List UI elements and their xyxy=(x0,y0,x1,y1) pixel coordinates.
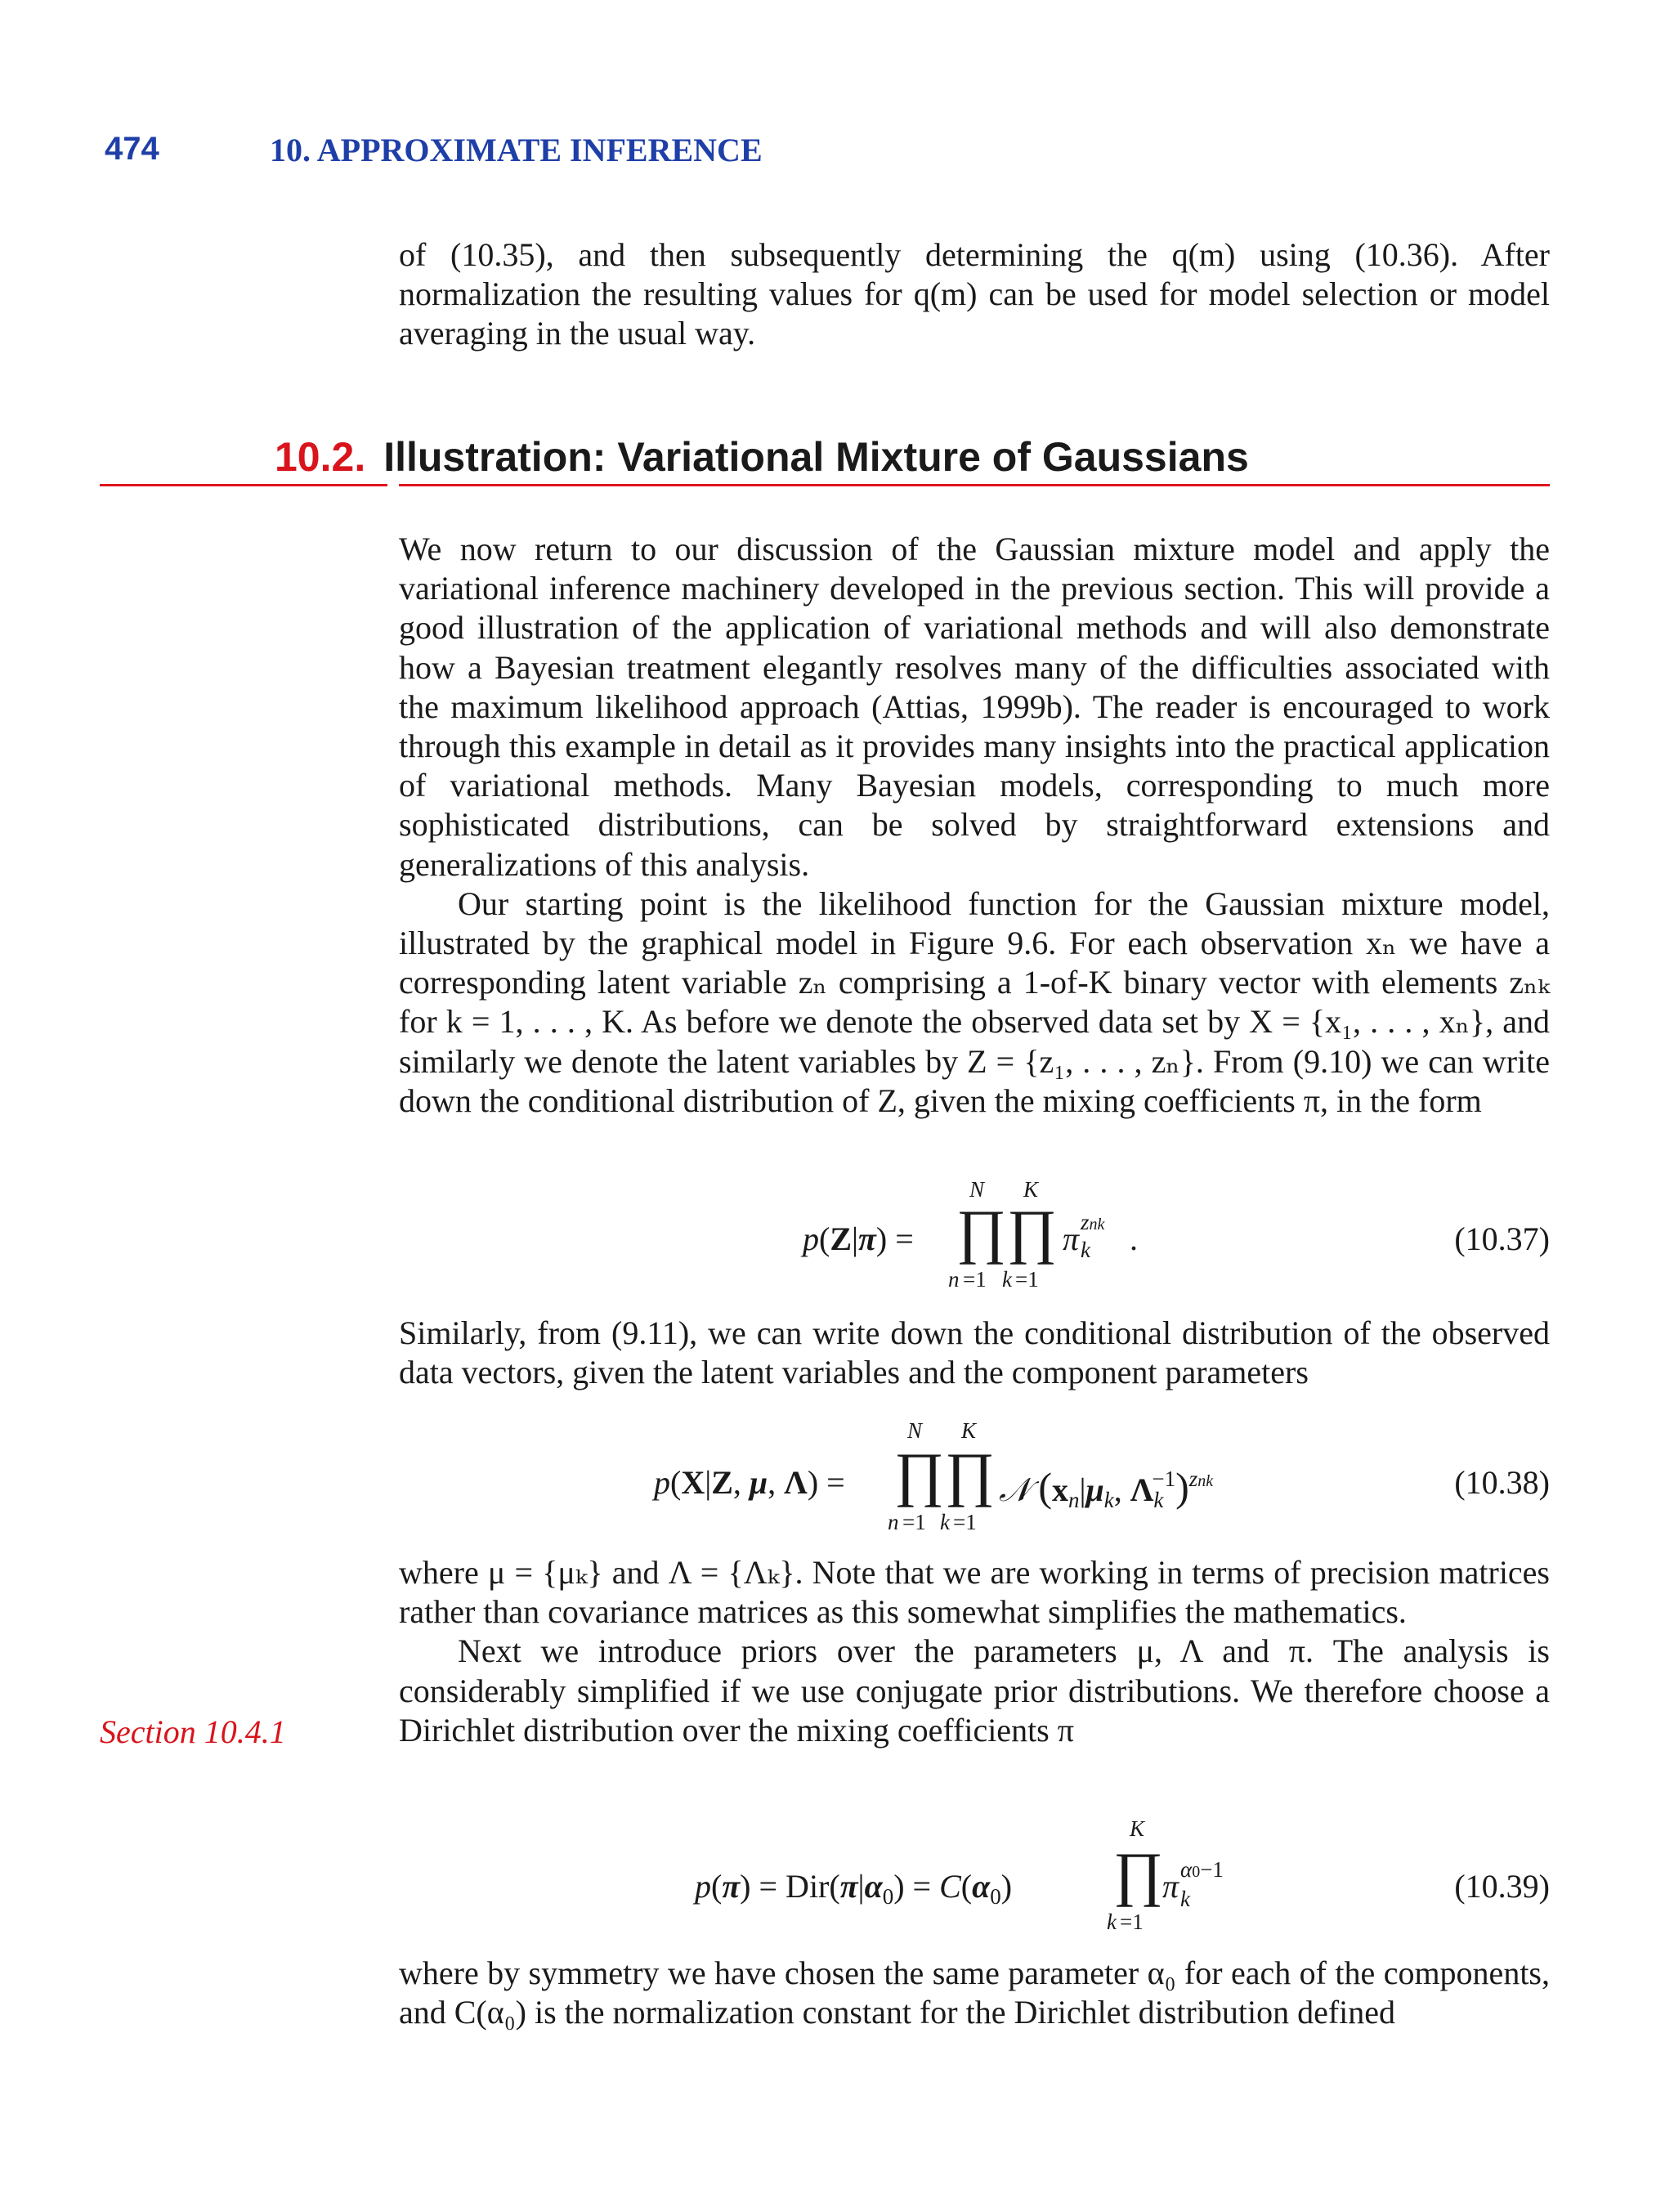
section-title: Illustration: Variational Mixture of Gaussians xyxy=(383,434,1249,480)
paragraph-1: We now return to our discussion of the Gaussian mixture model and apply the variational inference machinery developed in the previous section. This will provide a good illustration of the application of variational methods and will also demonstrate how a Bayesian treatment elegantly resolves many of the difficulties associated with the maximum likelihood approach (Attias, 1999b). The reader is encouraged to work through this example in detail as it provides many insights into the practical application of variational methods. Many Bayesian models, corresponding to much more sophisticated distributions, can be solved by straightforward extensions and generalizations of this analysis. xyxy=(399,531,1550,883)
chapter-title: 10. APPROXIMATE INFERENCE xyxy=(270,132,763,168)
paragraph-6: where by symmetry we have chosen the same parameter α₀ for each of the components, and C(α₀) is the normalization constant for the Dirichlet distribution defined xyxy=(399,1955,1550,2031)
equation-10-38: p(X|Z, μ, Λ) = N K ∏ ∏ n =1 k =1 𝒩 ($x_n|\mu_k$, $\Lambda_k^{-1})^{znk}$ (10.38) xyxy=(654,1418,1550,1534)
paragraph-3: Similarly, from (9.11), we can write down the conditional distribution of the observed data vectors, given the latent variables and the component parameters xyxy=(399,1314,1550,1391)
equation-number: (10.38) xyxy=(1454,1464,1550,1501)
paragraph-block-1 xyxy=(399,530,1550,1121)
paragraph-5: Next we introduce priors over the parameters μ, Λ and π. The analysis is considerably simplified if we use conjugate prior distributions. We therefore choose a Dirichlet distribution over the mixing coefficients π xyxy=(399,1632,1550,1749)
equation-number: (10.39) xyxy=(1454,1868,1550,1905)
paragraph-block-4 xyxy=(399,1553,1550,1750)
section-number: 10.2. xyxy=(275,434,366,480)
paragraph-2: Our starting point is the likelihood function for the Gaussian mixture model, illustrated by the graphical model in Figure 9.6. For each observation xₙ we have a corresponding latent variable zₙ comprising a 1-of-K binary vector with elements zₙₖ for k = 1, . . . , K. As before we denote the observed data set by X = {x₁, . . . , xₙ}, and similarly we denote the latent variables by Z = {z₁, . . . , zₙ}. From (9.10) we can write down the conditional distribution of Z, given the mixing coefficients π, in the form xyxy=(399,884,1550,1119)
paragraph-4: where μ = {μₖ} and Λ = {Λₖ}. Note that we are working in terms of precision matrices rather than covariance matrices as this somewhat simplifies the mathematics. xyxy=(399,1554,1550,1631)
intro-paragraph-block xyxy=(399,235,1550,354)
page-number: 474 xyxy=(105,131,159,167)
equation-number: (10.37) xyxy=(1454,1220,1550,1257)
equation-10-39: $p(\pi) = Dir(\pi|\alpha_0) = C(\alpha_0)$ K ∏ k =1 π k α0−1 (10.39) xyxy=(695,1816,1550,1934)
section-heading xyxy=(275,433,1249,481)
section-rule-left xyxy=(100,484,387,486)
section-rule-right xyxy=(399,484,1550,486)
equation-10-37: p(Z|π) = N K ∏ ∏ n =1 k =1 π k znk . (10.37) xyxy=(803,1177,1550,1292)
margin-section-reference[interactable]: Section 10.4.1 xyxy=(100,1713,286,1750)
paragraph-block-3 xyxy=(399,1314,1550,1392)
intro-paragraph: of (10.35), and then subsequently determining the q(m) using (10.36). After normalization the resulting values for q(m) can be used for model selection or model averaging in the usual way. xyxy=(399,236,1550,352)
paragraph-block-6 xyxy=(399,1954,1550,2032)
